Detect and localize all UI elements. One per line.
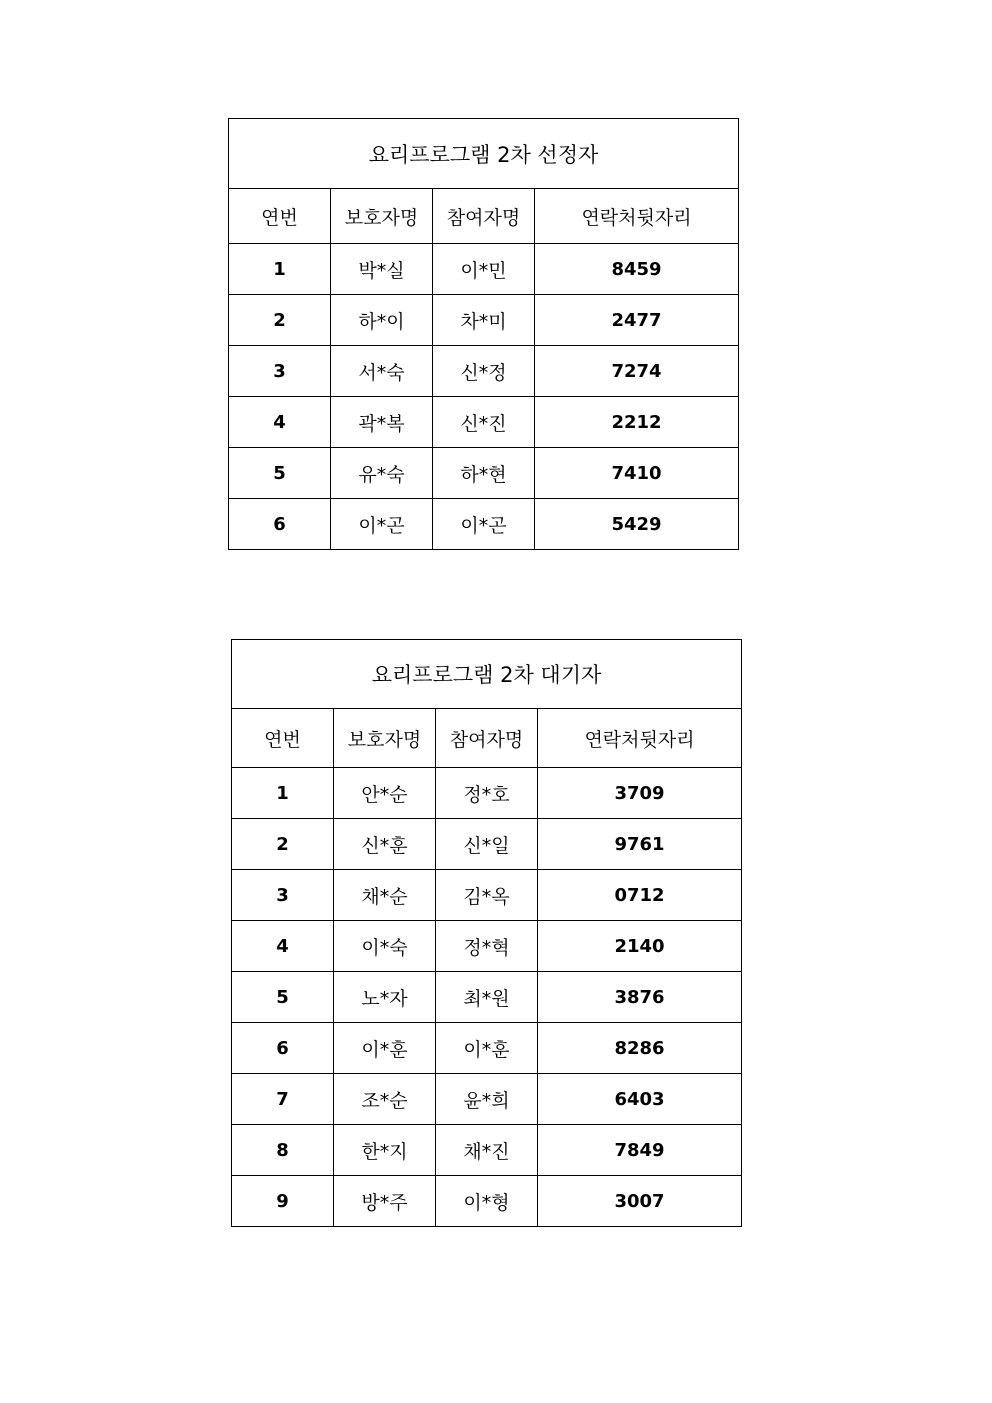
cell-no: 5 bbox=[229, 448, 331, 499]
cell-guardian: 이*훈 bbox=[334, 1023, 436, 1074]
waitlist-table-title: 요리프로그램 2차 대기자 bbox=[232, 640, 742, 709]
cell-no: 3 bbox=[232, 870, 334, 921]
cell-guardian: 박*실 bbox=[331, 244, 433, 295]
cell-no: 8 bbox=[232, 1125, 334, 1176]
cell-contact: 8286 bbox=[538, 1023, 742, 1074]
column-header-no: 연번 bbox=[229, 189, 331, 244]
cell-guardian: 이*곤 bbox=[331, 499, 433, 550]
cell-contact: 7849 bbox=[538, 1125, 742, 1176]
cell-guardian: 신*훈 bbox=[334, 819, 436, 870]
table-row bbox=[229, 448, 739, 499]
cell-contact: 0712 bbox=[538, 870, 742, 921]
cell-contact: 6403 bbox=[538, 1074, 742, 1125]
cell-guardian: 방*주 bbox=[334, 1176, 436, 1227]
table-row bbox=[232, 1074, 742, 1125]
cell-no: 3 bbox=[229, 346, 331, 397]
table-title-row bbox=[229, 119, 739, 189]
table-title-row bbox=[232, 640, 742, 709]
cell-guardian: 조*순 bbox=[334, 1074, 436, 1125]
table-row bbox=[232, 921, 742, 972]
cell-participant: 정*혁 bbox=[436, 921, 538, 972]
cell-contact: 5429 bbox=[535, 499, 739, 550]
cell-participant: 최*원 bbox=[436, 972, 538, 1023]
column-header-guardian: 보호자명 bbox=[334, 709, 436, 768]
selected-table-title: 요리프로그램 2차 선정자 bbox=[229, 119, 739, 189]
cell-no: 6 bbox=[229, 499, 331, 550]
cell-contact: 3709 bbox=[538, 768, 742, 819]
cell-guardian: 안*순 bbox=[334, 768, 436, 819]
cell-participant: 이*곤 bbox=[433, 499, 535, 550]
cell-contact: 7274 bbox=[535, 346, 739, 397]
cell-guardian: 서*숙 bbox=[331, 346, 433, 397]
column-header-participant: 참여자명 bbox=[433, 189, 535, 244]
table-row bbox=[232, 972, 742, 1023]
table-row bbox=[229, 295, 739, 346]
cell-guardian: 유*숙 bbox=[331, 448, 433, 499]
cell-contact: 3876 bbox=[538, 972, 742, 1023]
cell-guardian: 이*숙 bbox=[334, 921, 436, 972]
cell-participant: 신*일 bbox=[436, 819, 538, 870]
cell-participant: 하*현 bbox=[433, 448, 535, 499]
cell-participant: 정*호 bbox=[436, 768, 538, 819]
cell-no: 1 bbox=[232, 768, 334, 819]
cell-participant: 윤*희 bbox=[436, 1074, 538, 1125]
cell-contact: 2212 bbox=[535, 397, 739, 448]
cell-no: 7 bbox=[232, 1074, 334, 1125]
table-row bbox=[229, 346, 739, 397]
column-header-contact: 연락처뒷자리 bbox=[538, 709, 742, 768]
cell-participant: 채*진 bbox=[436, 1125, 538, 1176]
cell-participant: 이*형 bbox=[436, 1176, 538, 1227]
column-header-no: 연번 bbox=[232, 709, 334, 768]
selected-participants-table bbox=[228, 118, 739, 550]
table-row bbox=[229, 499, 739, 550]
cell-guardian: 채*순 bbox=[334, 870, 436, 921]
cell-contact: 8459 bbox=[535, 244, 739, 295]
cell-no: 4 bbox=[229, 397, 331, 448]
cell-guardian: 노*자 bbox=[334, 972, 436, 1023]
table-row bbox=[232, 819, 742, 870]
table-row bbox=[232, 1023, 742, 1074]
cell-contact: 7410 bbox=[535, 448, 739, 499]
cell-contact: 2140 bbox=[538, 921, 742, 972]
table-row bbox=[229, 244, 739, 295]
cell-guardian: 한*지 bbox=[334, 1125, 436, 1176]
table-row bbox=[232, 768, 742, 819]
cell-participant: 차*미 bbox=[433, 295, 535, 346]
table-row bbox=[232, 1125, 742, 1176]
cell-participant: 이*훈 bbox=[436, 1023, 538, 1074]
cell-no: 2 bbox=[232, 819, 334, 870]
cell-participant: 신*진 bbox=[433, 397, 535, 448]
cell-no: 1 bbox=[229, 244, 331, 295]
table-header-row bbox=[229, 189, 739, 244]
cell-participant: 이*민 bbox=[433, 244, 535, 295]
cell-no: 5 bbox=[232, 972, 334, 1023]
column-header-participant: 참여자명 bbox=[436, 709, 538, 768]
cell-guardian: 곽*복 bbox=[331, 397, 433, 448]
cell-guardian: 하*이 bbox=[331, 295, 433, 346]
cell-participant: 신*정 bbox=[433, 346, 535, 397]
column-header-guardian: 보호자명 bbox=[331, 189, 433, 244]
cell-no: 2 bbox=[229, 295, 331, 346]
waitlist-table bbox=[231, 639, 742, 1227]
cell-contact: 9761 bbox=[538, 819, 742, 870]
table-header-row bbox=[232, 709, 742, 768]
cell-contact: 2477 bbox=[535, 295, 739, 346]
cell-no: 4 bbox=[232, 921, 334, 972]
cell-no: 9 bbox=[232, 1176, 334, 1227]
cell-no: 6 bbox=[232, 1023, 334, 1074]
cell-participant: 김*옥 bbox=[436, 870, 538, 921]
cell-contact: 3007 bbox=[538, 1176, 742, 1227]
table-row bbox=[232, 1176, 742, 1227]
column-header-contact: 연락처뒷자리 bbox=[535, 189, 739, 244]
table-row bbox=[232, 870, 742, 921]
table-row bbox=[229, 397, 739, 448]
